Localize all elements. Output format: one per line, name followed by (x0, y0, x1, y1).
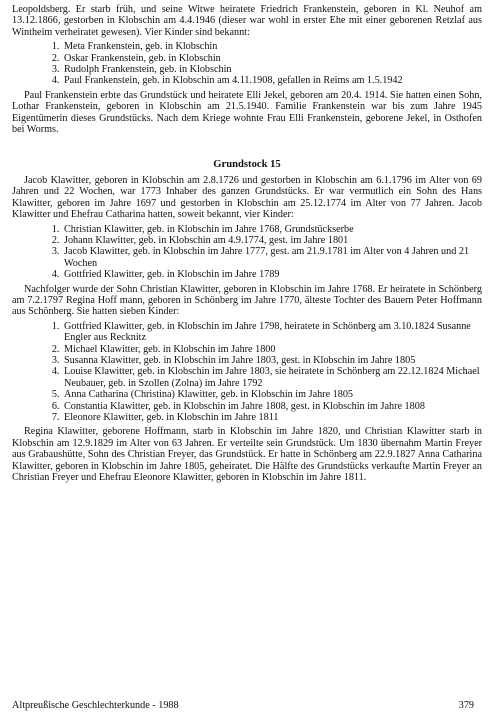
list-item: 3. Rudolph Frankenstein, geb. in Klobschin (62, 64, 482, 75)
christian-children-list (12, 321, 482, 424)
jacob-children-list (12, 224, 482, 281)
list-item: 2. Johann Klawitter, geb. in Klobschin am 4.9.1774, gest. im Jahre 1801 (62, 235, 482, 246)
section-heading: Grundstock 15 (213, 159, 281, 171)
list-item: 2. Michael Klawitter, geb. in Klobschin im Jahre 1800 (62, 344, 482, 355)
list-item: 7. Eleonore Klawitter, geb. in Klobschin im Jahre 1811 (62, 412, 482, 423)
list-item: 3. Jacob Klawitter, geb. in Klobschin im Jahre 1777, gest. am 21.9.1781 im Alter von 4 Jahren und 21 Wochen (62, 246, 482, 269)
list-item: 4. Gottfried Klawitter, geb. in Klobschin im Jahre 1789 (62, 269, 482, 280)
list-item: 1. Christian Klawitter, geb. in Klobschin im Jahre 1768, Grundstückserbe (62, 224, 482, 235)
list-item: 1. Meta Frankenstein, geb. in Klobschin (62, 41, 482, 52)
list-item: 2. Oskar Frankenstein, geb. in Klobschin (62, 53, 482, 64)
jacob-klawitter-paragraph: Jacob Klawitter, geboren in Klobschin am 2.8.1726 und gestorben in Klobschin am 6.1.1796 im Alter von 69 Jahren und 22 Wochen, war 1773 Inhaber des ganzen Grundstücks. Er war vermutlich ein Sohn des Hans Klawitter, geboren im Jahre 1697 und gestorben in Klobschin am 25.12.1774 im Alter von 77 Jahren. Jacob Klawitter und Ehefrau Catharina hatten, soweit bekannt, vier Kinder: (12, 174, 482, 221)
list-item: 6. Constantia Klawitter, geb. in Klobschin im Jahre 1808, gest. in Klobschin im Jahre 1808 (62, 401, 482, 412)
paul-frankenstein-paragraph: Paul Frankenstein erbte das Grundstück und heiratete Elli Jekel, geboren am 20.4. 1914. Sie hatten einen Sohn, Lothar Frankenstein, geboren in Klobschin am 21.5.1940. Familie Frankenstein war bis zum Jahre 1945 Eigentümerin dieses Grundstücks. Nach dem Kriege wohnte Frau Elli Frankenstein, geborene Jekel, in Osthofen bei Worms. (12, 89, 482, 136)
page-number: 379 (458, 700, 474, 711)
intro-paragraph: Leopoldsberg. Er starb früh, und seine Witwe heiratete Friedrich Frankenstein, geboren in Kl. Neuhof am 13.12.1866, gestorben in Klobschin am 4.4.1946 (dieser war wohl in erster Ehe mit einer geborenen Retzlaf aus Wintheim verheiratet gewesen). Vier Kinder sind bekannt: (12, 4, 482, 38)
list-item: 3. Susanna Klawitter, geb. in Klobschin im Jahre 1803, gest. in Klobschin im Jahre 1805 (62, 355, 482, 366)
page-footer (12, 700, 482, 711)
publication-title: Altpreußische Geschlechterkunde - 1988 (12, 700, 179, 711)
list-item: 4. Paul Frankenstein, geb. in Klobschin am 4.11.1908, gefallen in Reims am 1.5.1942 (62, 75, 482, 86)
regina-klawitter-paragraph: Regina Klawitter, geborene Hoffmann, starb in Klobschin im Jahre 1820, und Christian Klawitter starb in Klobschin am 12.9.1829 im Alter von 63 Jahren. Er verteilte sein Grundstück. Um 1830 übernahm Martin Freyer aus Grabaushütte, Sohn des Christian Freyer, das Grundstück. Er hatte in Schönberg am 22.9.1827 Anna Catharina Klawitter, geboren in Klobschin im Jahre 1805, geheiratet. Die Hälfte des Grundstücks verkaufte Martin Freyer an Christian Freyer und Ehefrau Eleonore Klawitter, geboren in Klobschin im Jahre 1811. (12, 426, 482, 484)
list-item: 4. Louise Klawitter, geb. in Klobschin im Jahre 1803, sie heiratete in Schönberg am 22.12.1824 Michael Neubauer, geb. in Szollen (Zolna) im Jahre 1792 (62, 366, 482, 389)
christian-klawitter-paragraph: Nachfolger wurde der Sohn Christian Klawitter, geboren in Klobschin im Jahre 1768. Er heiratete in Schönberg am 7.2.1797 Regina Hoff mann, geboren in Schönberg im Jahre 1770, älteste Tochter des Bauern Peter Hoffmann aus Schönberg. Sie hatten sieben Kinder: (12, 283, 482, 318)
list-item: 1. Gottfried Klawitter, geb. in Klobschin im Jahre 1798, heiratete in Schönberg am 3.10.1824 Susanne Engler aus Recknitz (62, 321, 482, 344)
list-item: 5. Anna Catharina (Christina) Klawitter, geb. in Klobschin im Jahre 1805 (62, 389, 482, 400)
frankenstein-children-list (12, 41, 482, 87)
